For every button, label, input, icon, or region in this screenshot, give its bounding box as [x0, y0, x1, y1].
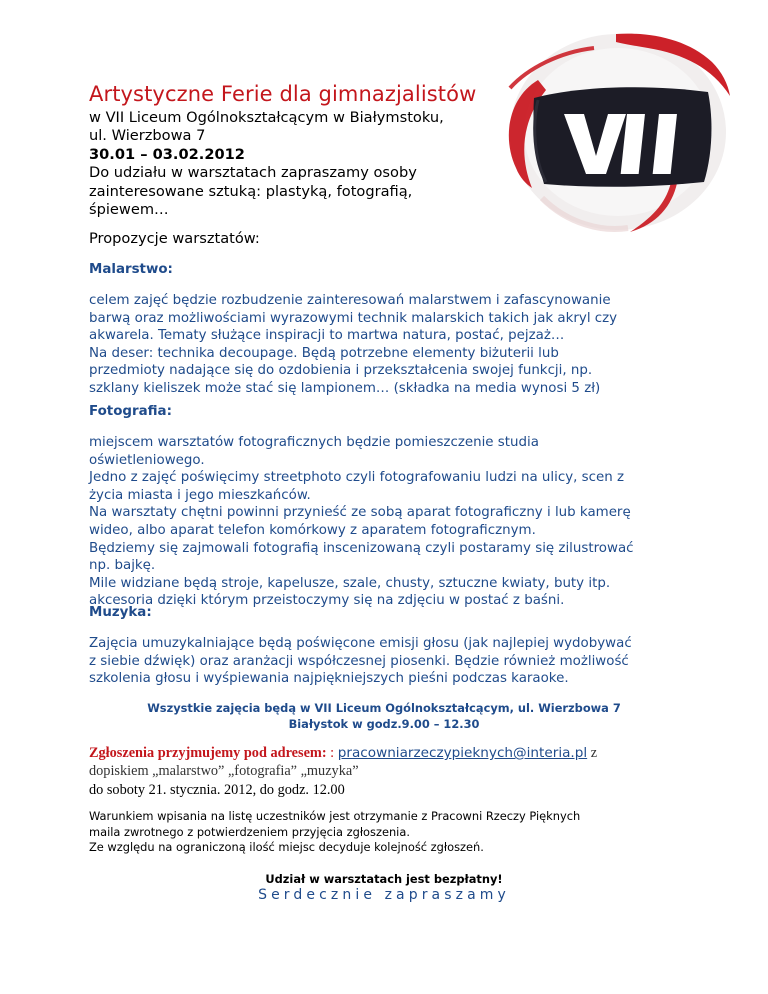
logo-graphic — [498, 28, 734, 234]
section-line: szkolenia głosu i wyśpiewania najpiękniejszych pieśni podczas karaoke. — [89, 671, 569, 687]
event-dates: 30.01 – 03.02.2012 — [89, 145, 245, 163]
intro-block — [89, 109, 489, 219]
intro-line: zainteresowane sztuką: plastyką, fotografią, — [89, 182, 413, 200]
section-line: Na warsztaty chętni powinni przynieść ze sobą aparat fotograficzny i lub kamerę — [89, 505, 631, 521]
section-line: akwarela. Tematy służące inspiracji to martwa natura, postać, pejzaż… — [89, 328, 565, 344]
section-line: Zajęcia umuzykalniające będą poświęcone emisji głosu (jak najlepiej wydobywać — [89, 636, 632, 651]
rules-info — [89, 809, 729, 856]
section-body-malarstwo — [89, 292, 709, 398]
section-line: przedmioty nadające się do ozdobienia i przekształcenia swojej funkcji, np. — [89, 363, 593, 379]
intro-line: ul. Wierzbowa 7 — [89, 127, 206, 145]
email-link[interactable]: pracowniarzeczypieknych@interia.pl — [337, 745, 588, 761]
venue-info — [0, 701, 768, 732]
section-line: Mile widziane będą stroje, kapelusze, szale, chusty, sztuczne kwiaty, buty itp. — [89, 575, 611, 591]
application-info — [89, 744, 729, 799]
section-heading-muzyka: Muzyka: — [89, 605, 152, 620]
application-label: Zgłoszenia przyjmujemy pod adresem: — [89, 745, 327, 761]
application-colon: : — [326, 745, 338, 761]
rules-line: Warunkiem wpisania na listę uczestników jest otrzymanie z Pracowni Rzeczy Pięknych — [89, 809, 581, 823]
section-line: Jedno z zajęć poświęcimy streetphoto czyli fotografowaniu ludzi na ulicy, scen z — [89, 470, 624, 486]
proposals-label: Propozycje warsztatów: — [89, 230, 260, 247]
rules-line: maila zwrotnego z potwierdzeniem przyjęcia zgłoszenia. — [89, 824, 410, 839]
application-text: dopiskiem „malarstwo” „fotografia” „muzyka” — [89, 763, 359, 780]
venue-line: Białystok w godz.9.00 – 12.30 — [288, 716, 480, 731]
section-line: miejscem warsztatów fotograficznych będzie pomieszczenie studia — [89, 435, 539, 450]
section-line: Na deser: technika decoupage. Będą potrzebne elementy biżuterii lub — [89, 345, 559, 361]
application-text: z — [587, 745, 598, 761]
section-line: wideo, albo aparat telefon komórkowy z aparatem fotograficznym. — [89, 522, 536, 538]
application-deadline: do soboty 21. stycznia. 2012, do godz. 12.00 — [89, 781, 345, 798]
school-logo — [498, 28, 734, 234]
section-body-fotografia — [89, 434, 709, 610]
venue-line: Wszystkie zajęcia będą w VII Liceum Ogólnokształcącym, ul. Wierzbowa 7 — [147, 701, 621, 715]
section-line: barwą oraz możliwościami wyrazowymi technik malarskich takich jak akryl czy — [89, 310, 618, 326]
section-line: oświetleniowego. — [89, 452, 205, 468]
section-line: szklany kieliszek może stać się lampionem… (składka na media wynosi 5 zł) — [89, 380, 601, 396]
event-title: Artystyczne Ferie dla gimnazjalistów — [89, 82, 477, 106]
welcome-note: Serdecznie zapraszamy — [258, 887, 510, 903]
intro-line: w VII Liceum Ogólnokształcącym w Białymstoku, — [89, 109, 444, 126]
section-body-muzyka — [89, 635, 709, 688]
section-line: np. bajkę. — [89, 558, 156, 574]
section-line: z siebie dźwięk) oraz aranżacji współczesnej piosenki. Będzie również możliwość — [89, 653, 629, 669]
section-line: Będziemy się zajmowali fotografią inscenizowaną czyli postaramy się zilustrować — [89, 540, 634, 556]
section-heading-malarstwo: Malarstwo: — [89, 262, 173, 277]
rules-line: Ze względu na ograniczoną ilość miejsc decyduje kolejność zgłoszeń. — [89, 840, 484, 855]
intro-line: Do udziału w warsztatach zapraszamy osoby — [89, 164, 417, 182]
section-heading-fotografia: Fotografia: — [89, 404, 172, 419]
section-line: celem zajęć będzie rozbudzenie zainteresowań malarstwem i zafascynowanie — [89, 293, 611, 308]
free-participation-note: Udział w warsztatach jest bezpłatny! — [265, 872, 503, 886]
intro-line: śpiewem… — [89, 201, 169, 219]
section-line: akcesoria dzięki którym przeistoczymy się na zdjęciu w postać z baśni. — [89, 593, 565, 609]
section-line: życia miasta i jego mieszkańców. — [89, 487, 311, 503]
